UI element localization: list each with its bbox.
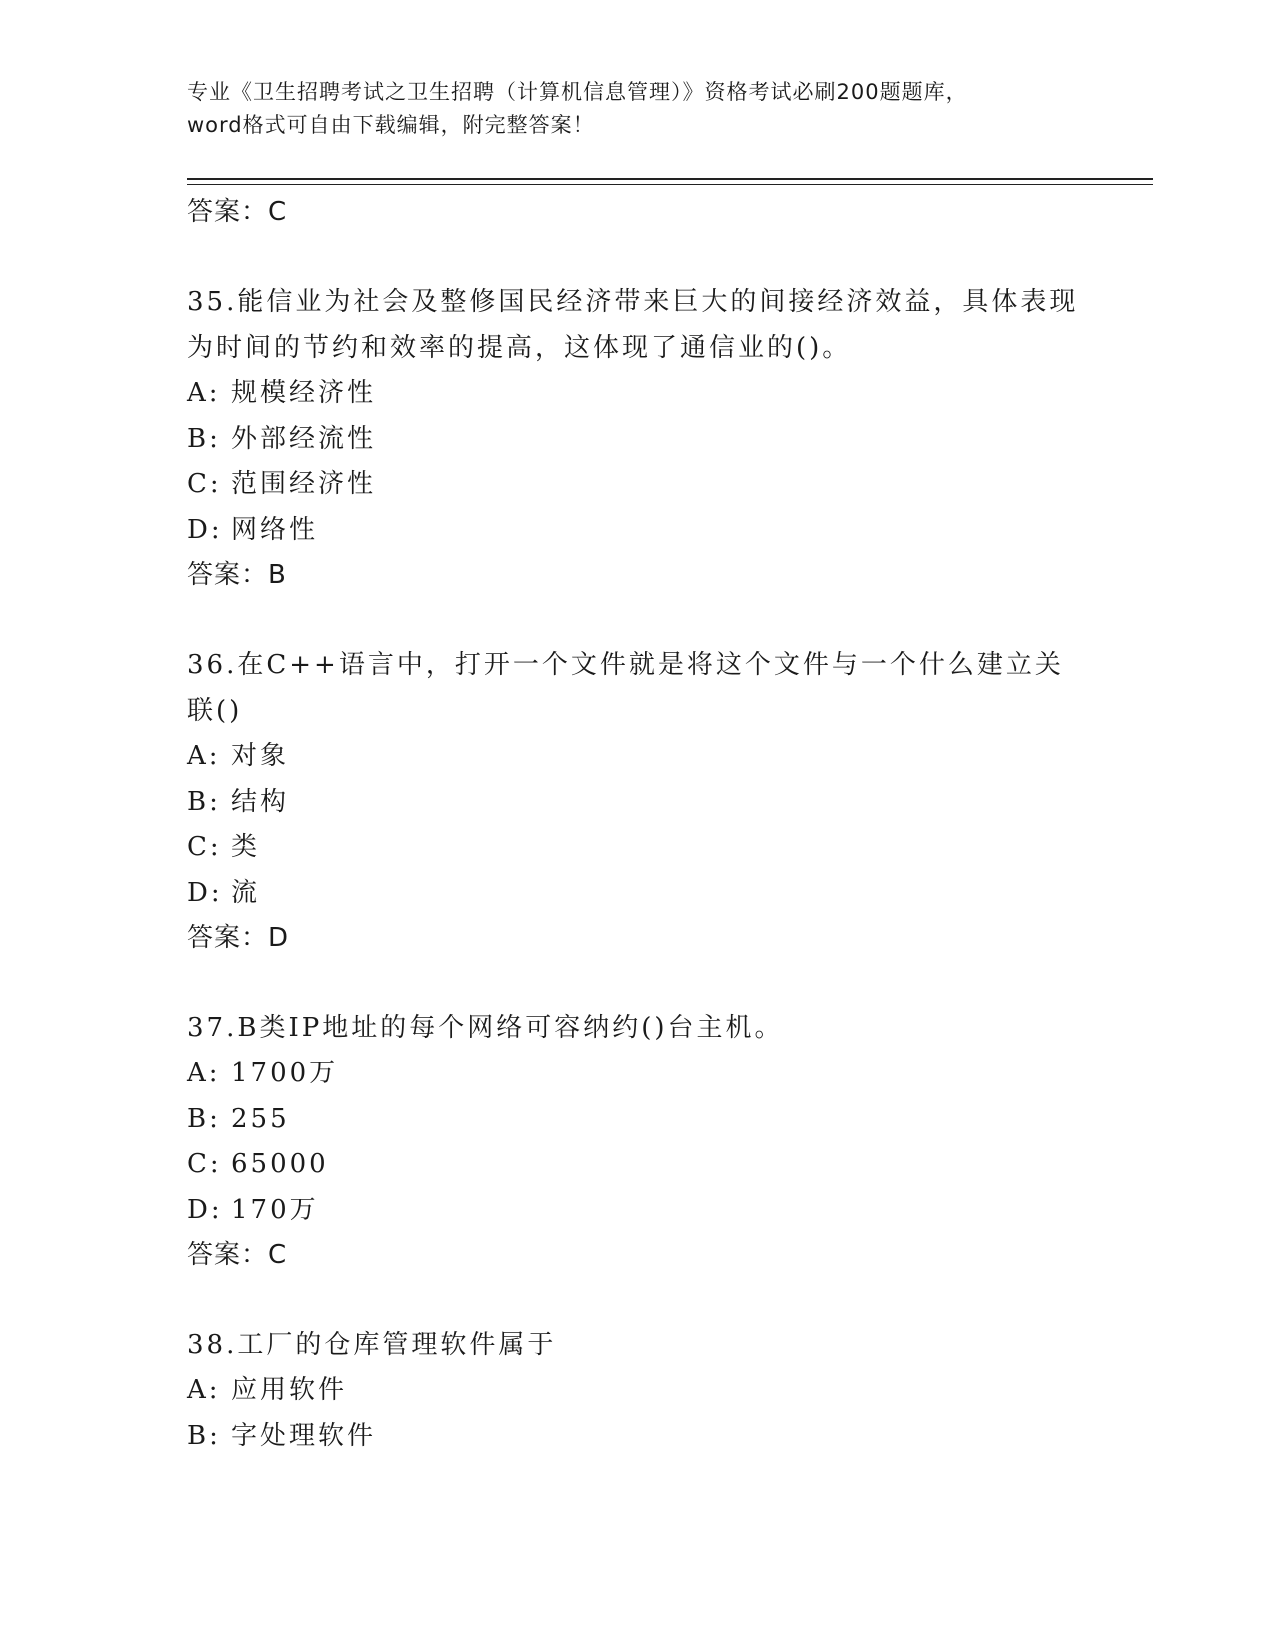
option-key: C:: [187, 1149, 222, 1179]
option-b: [187, 780, 1087, 826]
question-block: [187, 1005, 1087, 1277]
header-line-1: 专业《卫生招聘考试之卫生招聘（计算机信息管理）》资格考试必刷200题题库，: [187, 80, 968, 104]
option-key: A:: [187, 378, 221, 408]
question-list: [187, 190, 1087, 1459]
header-line-2: word格式可自由下载编辑，附完整答案！: [187, 113, 595, 137]
option-text: 规模经济性: [231, 378, 377, 408]
document-header: [187, 76, 1087, 142]
option-text: 255: [231, 1103, 290, 1134]
option-text: 1700万: [231, 1058, 339, 1088]
option-key: C:: [187, 469, 222, 499]
question-block: [187, 642, 1087, 960]
header-divider-thin: [187, 184, 1153, 185]
option-a: [187, 371, 1087, 417]
option-key: B:: [187, 1420, 221, 1451]
header-divider: [187, 178, 1153, 180]
option-key: A:: [187, 1375, 221, 1405]
answer-line: 答案：C: [187, 1240, 288, 1270]
option-key: D:: [187, 514, 223, 545]
option-text: 结构: [231, 786, 290, 817]
option-key: A:: [187, 1058, 221, 1088]
option-key: B:: [187, 786, 221, 817]
option-text: 应用软件: [231, 1375, 348, 1405]
question-text: 35.能信业为社会及整修国民经济带来巨大的间接经济效益，具体表现为时间的节约和效率的提高，这体现了通信业的()。: [187, 287, 1079, 363]
option-text: 外部经流性: [231, 423, 377, 454]
option-a: [187, 1051, 1087, 1097]
option-d: [187, 508, 1087, 554]
option-key: D:: [187, 877, 223, 908]
option-key: B:: [187, 423, 221, 454]
option-text: 范围经济性: [231, 469, 377, 499]
option-a: [187, 1368, 1087, 1414]
question-text: 38.工厂的仓库管理软件属于: [187, 1330, 557, 1360]
option-key: C:: [187, 832, 222, 862]
option-b: [187, 417, 1087, 463]
question-block: [187, 1322, 1087, 1459]
option-key: B:: [187, 1103, 221, 1134]
answer-line: 答案：D: [187, 923, 290, 953]
option-text: 65000: [231, 1149, 329, 1179]
option-b: [187, 1097, 1087, 1143]
option-text: 类: [231, 832, 261, 862]
answer-line: 答案：C: [187, 197, 288, 227]
question-text: 37.B类IP地址的每个网络可容纳约()台主机。: [187, 1013, 784, 1043]
option-a: [187, 734, 1087, 780]
option-text: 网络性: [231, 514, 319, 545]
option-c: [187, 1142, 1087, 1188]
answer-line: 答案：B: [187, 560, 287, 590]
option-d: [187, 871, 1087, 917]
option-text: 字处理软件: [231, 1420, 377, 1451]
option-text: 对象: [231, 741, 290, 771]
question-block: [187, 279, 1087, 597]
option-text: 流: [231, 877, 261, 908]
question-text: 36.在C++语言中，打开一个文件就是将这个文件与一个什么建立关联(): [187, 650, 1064, 726]
option-b: [187, 1414, 1087, 1460]
option-text: 170万: [231, 1194, 319, 1225]
option-c: [187, 462, 1087, 508]
option-c: [187, 825, 1087, 871]
option-key: A:: [187, 741, 221, 771]
option-key: D:: [187, 1194, 223, 1225]
option-d: [187, 1188, 1087, 1234]
